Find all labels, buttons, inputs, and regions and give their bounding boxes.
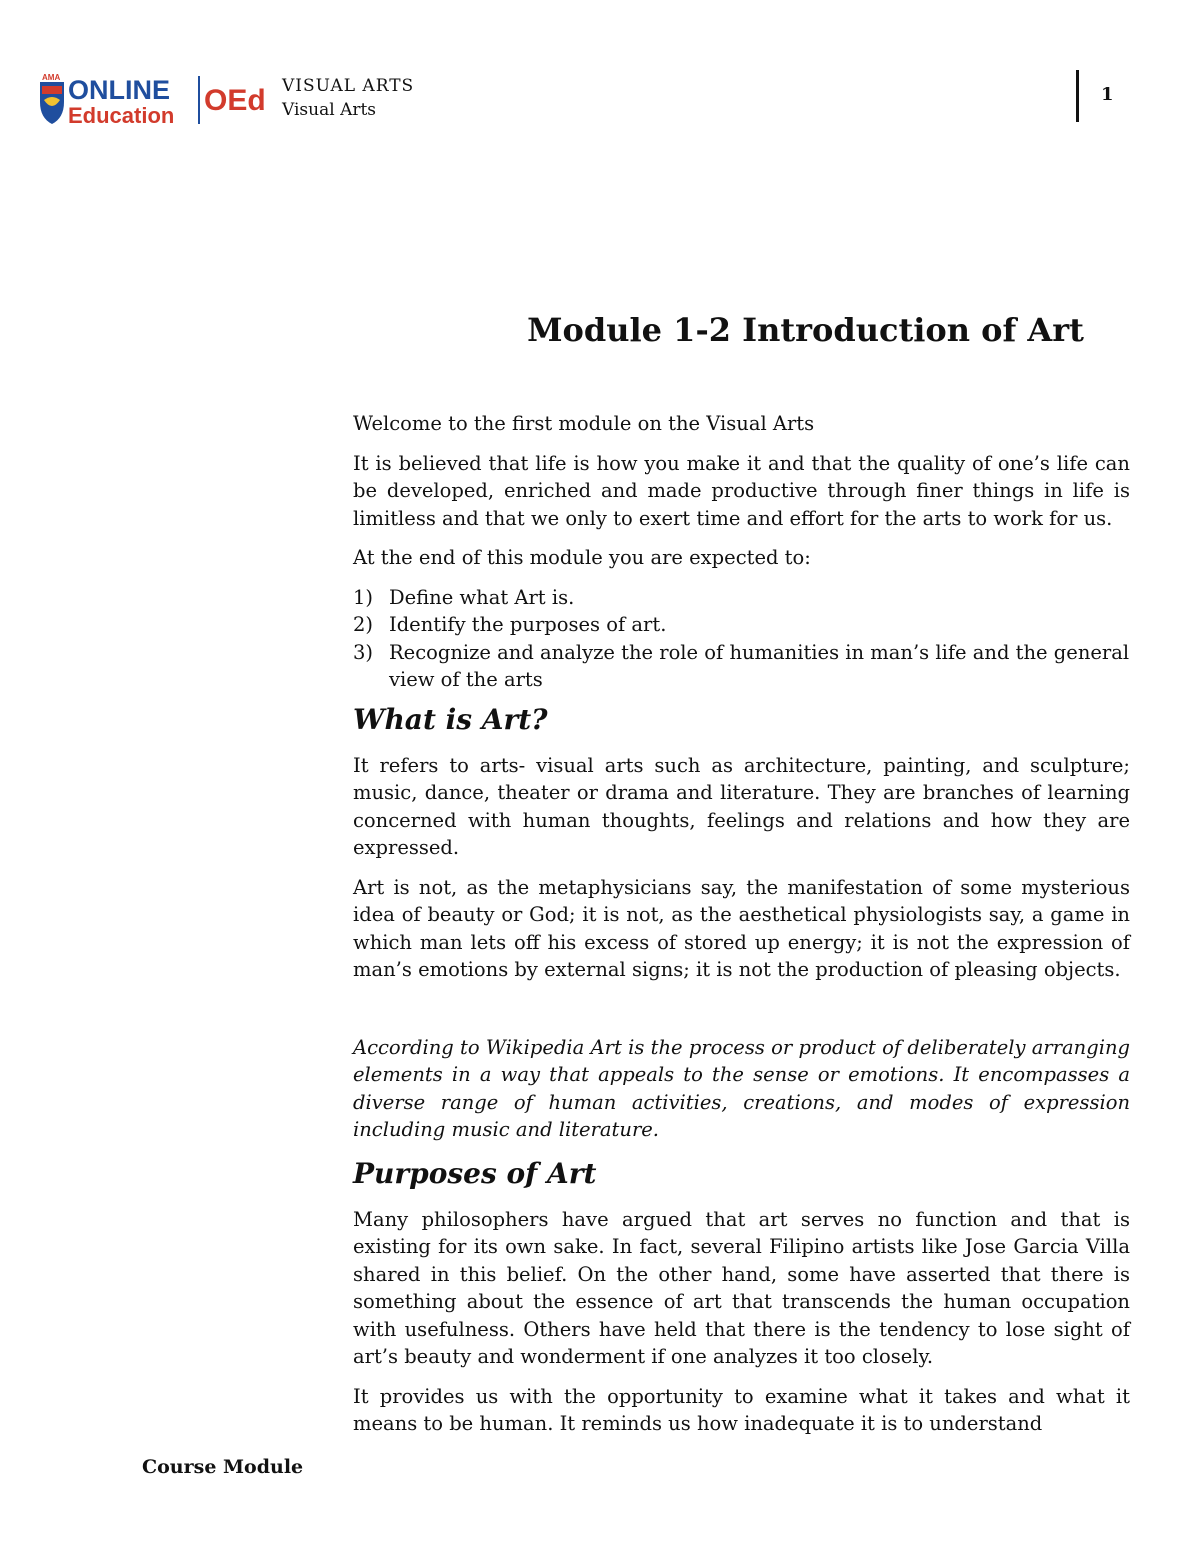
list-item [353,611,1130,639]
page-title: Module 1-2 Introduction of Art [527,311,1084,349]
list-item [353,584,1130,612]
paragraph: It refers to arts- visual arts such as architecture, painting, and sculpture; music, dance, theater or drama and literature. They are branches of learning concerned with human thoughts, feelings and relations and how they are expressed. [353,753,1130,859]
section-heading-what-is-art: What is Art? [353,702,548,736]
footer-label: Course Module [142,1456,304,1478]
section-heading-purposes-of-art: Purposes of Art [353,1156,597,1190]
list-item-text: Identify the purposes of art. [389,613,667,636]
course-name-upper: VISUAL ARTS [282,76,415,96]
list-item-number: 2) [353,613,374,636]
logo-divider [198,76,200,124]
logo-brand-bottom: Education [68,103,175,126]
page-number: 1 [1101,84,1114,105]
intro-paragraph: It is believed that life is how you make it and that the quality of one’s life can be developed, enriched and made productive through finer things in life is limitless and that we only to exert time and effort for the arts to work for us. [353,451,1130,530]
page-header [38,70,1162,130]
paragraph: Many philosophers have argued that art serves no function and that is existing for its own sake. In fact, several Filipino artists like Jose Garcia Villa shared in this belief. On the other hand, some have asserted that there is something about the essence of art that transcends the human occupation with usefulness. Others have held that there is the tendency to lose sight of art’s beauty and wonderment if one analyzes it too closely. [353,1207,1130,1368]
welcome-text: Welcome to the first module on the Visual Arts [353,412,815,435]
list-item-number: 3) [353,640,374,664]
course-name: Visual Arts [282,100,377,120]
objectives-list [353,584,1130,694]
logo-badge-text: AMA [42,73,61,82]
course-header-text [282,74,414,122]
list-item-number: 1) [353,585,374,609]
paragraph: It provides us with the opportunity to examine what it takes and what it means to be human. It reminds us how inadequate it is to understand [353,1384,1130,1435]
online-education-logo [38,72,270,126]
header-divider [1076,70,1079,122]
spacer [353,996,1130,1034]
list-item-text: Define what Art is. [389,585,575,609]
module-content [353,308,1130,1450]
list-item-text: Recognize and analyze the role of humanities in man’s life and the general view of the arts [389,640,1130,691]
objectives-lead: At the end of this module you are expected to: [353,546,811,569]
wikipedia-quote: According to Wikipedia Art is the process or product of deliberately arranging elements in a way that appeals to the sense or emotions. It encompasses a diverse range of human activities, creations, and modes of expression including music and literature. [353,1035,1130,1141]
paragraph: Art is not, as the metaphysicians say, the manifestation of some mysterious idea of beauty or God; it is not, as the aesthetical physiologists say, a game in which man lets off his excess of stored up energy; it is not the expression of man’s emotions by external signs; it is not the production of pleasing objects. [353,875,1130,981]
list-item [353,639,1130,694]
logo-brand-top: ONLINE [68,75,171,105]
logo-brand-short: OEd [204,84,266,117]
shield-icon [40,82,64,124]
